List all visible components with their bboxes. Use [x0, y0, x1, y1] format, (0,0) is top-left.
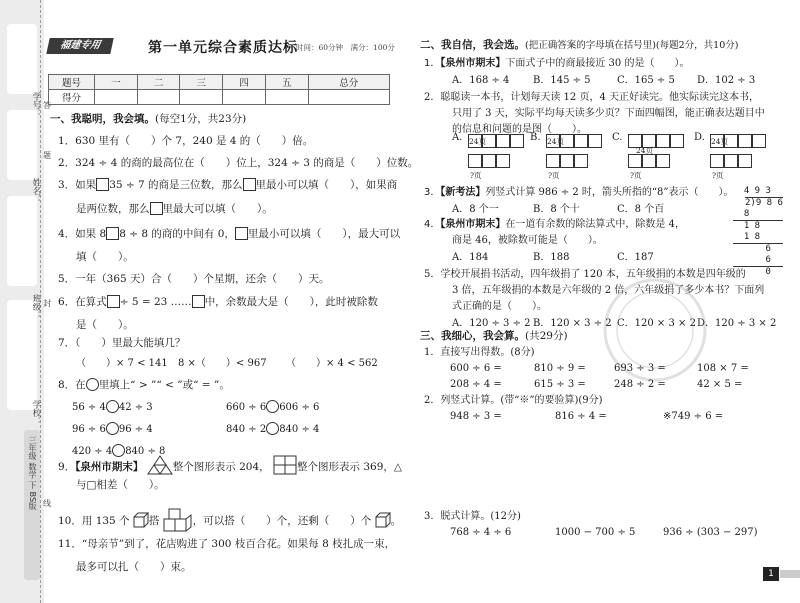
- score-cell[interactable]: [308, 90, 389, 105]
- blank-box[interactable]: [243, 178, 256, 191]
- s2-q1-opt-b[interactable]: B．145 ÷ 5: [533, 75, 591, 86]
- section2-heading: 二、我自信，我会选。(把正确答案的字母填在括号里)(每题2分，共10分): [420, 39, 739, 51]
- page-corner-bar: [780, 570, 800, 578]
- region-badge: 福建专用: [46, 38, 113, 54]
- s1-q2: 2．324 ÷ 4 的商的最高位在（ ）位上，324 ÷ 3 的商是（ ）位数。: [58, 157, 419, 169]
- s3-q2-item: 948 ÷ 3 =: [450, 411, 502, 422]
- score-cell[interactable]: [180, 90, 223, 105]
- binding-mark-seal: 封: [43, 299, 51, 308]
- binding-mark-title: 题: [43, 151, 51, 160]
- s3-q2: 2．列竖式计算。(带“※”的要验算)(9分): [424, 395, 603, 406]
- s1-q8: 8．在 里填上“ > ”“ < ”或“ = ”。: [58, 379, 230, 391]
- score-header-cell: 三: [180, 75, 223, 90]
- s3-q3-item: 1000 − 700 ÷ 5: [555, 527, 636, 538]
- score-header-cell: 四: [223, 75, 266, 90]
- division-dividend: 2)9 8 6: [745, 198, 783, 208]
- s2-q4-opt-c[interactable]: C．187: [617, 252, 654, 263]
- s2-q5-opt-a[interactable]: A．120 ÷ 3 ÷ 2: [452, 318, 531, 329]
- s1-q9-line1: 9．【泉州市期末】 整个图形表示 204， 整个图形表示 369，△: [58, 455, 402, 475]
- score-row-label: 得分: [49, 90, 95, 105]
- s1-q3-line1: 3．如果 35 ÷ 7 的商是三位数，那么 里最小可以填（ ），如果商: [58, 179, 398, 191]
- s2-q5-line1: 5．学校开展捐书活动，四年级捐了 120 本，五年级捐的本数是四年级的: [424, 269, 746, 280]
- score-table: [48, 74, 390, 105]
- s3-q1-item: 108 × 7 =: [697, 363, 749, 374]
- s2-q3-opt-c[interactable]: C．8 个百: [617, 204, 665, 215]
- page-number: 1: [763, 567, 779, 581]
- s2-q1: 1．【泉州市期末】下面式子中的商最接近 30 的是（ ）。: [424, 58, 690, 69]
- s2-q1-opt-d[interactable]: D．102 ÷ 3: [697, 75, 756, 86]
- s1-q4-line1: 4．如果 8 8 ÷ 8 的商的中间有 0， 里最小可以填（ ），最大可以: [58, 228, 401, 240]
- score-cell[interactable]: [265, 90, 308, 105]
- s3-q2-item: 816 ÷ 4 =: [555, 411, 607, 422]
- binding-mark-answer: 答: [43, 101, 51, 110]
- blank-box[interactable]: [106, 227, 119, 240]
- s2-q5-opt-d[interactable]: D．120 ÷ 3 × 2: [697, 318, 777, 329]
- blank-box[interactable]: [192, 295, 205, 308]
- s3-q1-item: 693 ÷ 3 =: [614, 363, 666, 374]
- s3-q2-item: ※749 ÷ 6 =: [663, 411, 724, 422]
- s1-q7-item: 8 ×（ ）< 967: [178, 358, 267, 369]
- division-quotient: 4 9 3: [733, 186, 771, 196]
- division-remainder: 0: [733, 266, 783, 278]
- s1-q8-item: 420 ÷ 4 840 ÷ 8: [72, 446, 166, 457]
- class-slot[interactable]: [7, 196, 37, 286]
- triangle-icon: △: [393, 461, 402, 473]
- s2-q2-diagram-d[interactable]: D. 24页 ?页: [694, 130, 790, 180]
- s1-q7: 7．（ ）里最大能填几？: [58, 337, 186, 349]
- s1-q5: 5．一年（365 天）合（ ）个星期，还余（ ）天。: [58, 273, 330, 285]
- q9-tag: 【泉州市期末】: [75, 461, 144, 473]
- s1-q8-item: 56 ÷ 4 42 ÷ 3: [72, 402, 153, 413]
- blank-box[interactable]: [96, 178, 109, 191]
- s3-q1-item: 248 ÷ 2 =: [614, 379, 666, 390]
- s2-q2-line1: 2．聪聪读一本书，计划每天读 12 页，4 天正好读完。他实际读完这本书，: [424, 92, 759, 103]
- s2-q5-line2: 3 倍，五年级捐的本数是六年级的 2 倍，六年级捐了多少本书？下面列: [452, 285, 765, 296]
- blank-box[interactable]: [150, 202, 163, 215]
- s3-q1-item: 600 ÷ 6 =: [450, 363, 502, 374]
- name-slot[interactable]: [7, 110, 37, 180]
- s1-q7-item: （ ）× 4 < 562: [286, 358, 378, 369]
- s1-q9-line2: 与□相差（ ）。: [76, 479, 165, 491]
- long-division-layout: [733, 186, 783, 278]
- section3-heading: 三、我细心，我会算。(共29分): [420, 330, 568, 342]
- s1-q7-item: （ ）× 7 < 141: [76, 358, 168, 369]
- s1-q8-item: 660 ÷ 6 606 ÷ 6: [226, 402, 320, 413]
- blank-box[interactable]: [235, 227, 248, 240]
- score-header-cell: 题号: [49, 75, 95, 90]
- s2-q4-opt-a[interactable]: A．184: [452, 252, 489, 263]
- s2-q2-line3: 的信息和问题的是图（ ）。: [452, 124, 587, 135]
- spine-label: 三年级 数学 下 BS版: [28, 436, 37, 511]
- s1-q10: 10．用 135 个 搭 ，可以搭（ ）个，还剩（ ）个 。: [58, 507, 401, 533]
- time-info: 时间：60分钟 满分：100分: [296, 43, 395, 52]
- s3-q3: 3．脱式计算。(12分): [424, 511, 521, 522]
- s2-q1-opt-a[interactable]: A．168 ÷ 4: [452, 75, 510, 86]
- s1-q11-line1: 11．“母亲节”到了，花店购进了 300 枝百合花。如果每 8 枝扎成一束，: [58, 538, 396, 550]
- s2-q5-opt-b[interactable]: B．120 × 3 ÷ 2: [533, 318, 612, 329]
- division-step: 1 8: [733, 220, 783, 232]
- square-figure-icon: [273, 455, 297, 475]
- s2-q2-diagram-a[interactable]: A. 24页 ?页: [452, 130, 548, 180]
- blank-box[interactable]: [107, 295, 120, 308]
- s2-q1-opt-c[interactable]: C．165 ÷ 5: [617, 75, 675, 86]
- s2-q4-line1: 4．【泉州市期末】在一道有余数的除法算式中，除数是 4，: [424, 219, 685, 230]
- s3-q1-item: 42 × 5 =: [697, 379, 743, 390]
- class-label: 班级：: [31, 294, 41, 320]
- s1-q8-item: 840 ÷ 2 840 ÷ 4: [226, 424, 320, 435]
- score-cell[interactable]: [137, 90, 180, 105]
- blank-circle[interactable]: [266, 422, 279, 435]
- score-cell[interactable]: [223, 90, 266, 105]
- student-id-slot[interactable]: [7, 24, 37, 94]
- s1-q3-line2: 是两位数，那么 里最大可以填（ ）。: [76, 203, 273, 215]
- s1-q1: 1．630 里有（ ）个 7，240 是 4 的（ ）倍。: [58, 135, 314, 147]
- s2-q4-opt-b[interactable]: B．188: [533, 252, 570, 263]
- s3-q3-item: 936 ÷ (303 − 297): [663, 527, 758, 538]
- s3-q1-item: 615 ÷ 3 =: [534, 379, 586, 390]
- blank-circle[interactable]: [86, 378, 99, 391]
- cube-stack-icon: [163, 507, 193, 533]
- division-step: 8: [733, 209, 750, 219]
- cube-icon: [133, 512, 149, 528]
- s3-q1: 1．直接写出得数。(8分): [424, 347, 535, 358]
- s2-q4-line2: 商是 46，被除数可能是（ ）。: [452, 235, 603, 246]
- s1-q4-line2: 填（ ）。: [76, 251, 134, 263]
- s2-q3-opt-a[interactable]: A．8 个一: [452, 204, 499, 215]
- page-title: 第一单元综合素质达标: [148, 40, 298, 56]
- s2-q2-diagram-c[interactable]: C. 24页 ?页: [612, 130, 708, 180]
- s2-q3: 3．【新考法】列竖式计算 986 ÷ 2 时，箭头所指的“8”表示（ ）。: [424, 187, 734, 198]
- s2-q2-diagram-b[interactable]: B. 24页 ?页: [530, 130, 626, 180]
- score-header-cell: 一: [95, 75, 138, 90]
- score-header-cell: 总分: [308, 75, 389, 90]
- s2-q2-line2: 只用了 3 天，实际平均每天读多少页？下面四幅图，能正确表达题目中: [452, 108, 765, 119]
- s1-q8-item: 96 ÷ 6 96 ÷ 4: [72, 424, 153, 435]
- s1-q6-line1: 6．在算式 ÷ 5 = 23 …… 中，余数最大是（ ），此时被除数: [58, 296, 378, 308]
- s3-q1-item: 208 ÷ 4 =: [450, 379, 502, 390]
- blank-circle[interactable]: [106, 400, 119, 413]
- triangle-figure-icon: [147, 455, 173, 475]
- binding-mark-line: 线: [43, 499, 51, 508]
- blank-circle[interactable]: [106, 422, 119, 435]
- division-step: 1 8: [733, 232, 761, 242]
- s1-q6-line2: 是（ ）。: [76, 319, 134, 331]
- score-header-cell: 二: [137, 75, 180, 90]
- section1-heading: 一、我聪明，我会填。(每空1分，共23分): [50, 113, 247, 125]
- s2-q3-opt-b[interactable]: B．8 个十: [533, 204, 580, 215]
- score-header-cell: 五: [265, 75, 308, 90]
- s2-q5-line3: 式正确的是（ ）。: [452, 301, 547, 312]
- student-id-label: 学号：: [31, 92, 41, 118]
- division-step: 6: [733, 255, 771, 265]
- s3-q1-item: 810 ÷ 9 =: [534, 363, 586, 374]
- school-label: 学校：: [31, 400, 41, 426]
- s1-q11-line2: 最多可以扎（ ）束。: [76, 561, 192, 573]
- score-cell[interactable]: [95, 90, 138, 105]
- s2-q5-opt-c[interactable]: C．120 × 3 × 2: [617, 318, 696, 329]
- division-step: 6: [733, 243, 783, 255]
- name-label: 姓名：: [31, 178, 41, 204]
- blank-circle[interactable]: [266, 400, 279, 413]
- cube-icon: [375, 512, 391, 528]
- s3-q3-item: 768 ÷ 4 ÷ 6: [450, 527, 512, 538]
